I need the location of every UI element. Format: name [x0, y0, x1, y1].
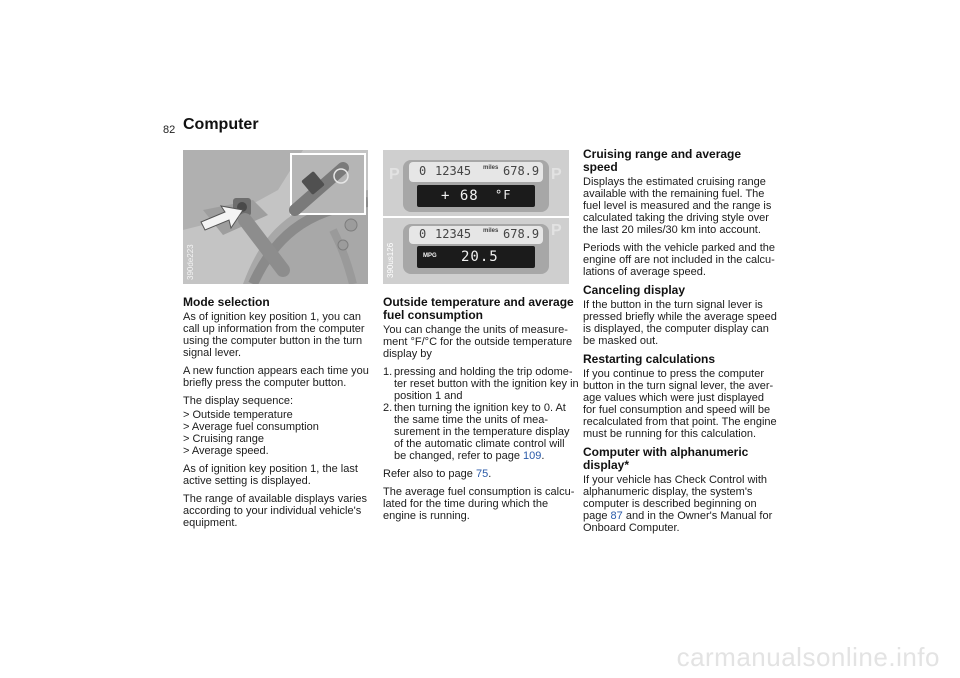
mode-selection-paragraph-2: A new function appears each time you briefly press the computer button. — [183, 365, 369, 389]
outside-temperature-heading: Outside temperature and average fuel consumption — [383, 295, 574, 322]
temperature-value: + 68 — [441, 188, 479, 204]
canceling-display-heading: Canceling display — [583, 283, 686, 297]
mpg-value: 20.5 — [461, 249, 499, 265]
punctuation: . — [488, 468, 492, 480]
mode-selection-paragraph-1: As of ignition key position 1, you can call up information from the computer using the computer button in the turn signal lever. — [183, 311, 365, 359]
list-number: 1. — [383, 366, 393, 378]
outside-temperature-paragraph-1: You can change the units of measure-ment °F/°C for the outside temperature display by — [383, 324, 573, 360]
mode-selection-paragraph-3: The display sequence: — [183, 395, 294, 407]
mode-selection-section — [183, 296, 379, 535]
list-item — [383, 366, 579, 402]
page-link-87[interactable]: 87 — [610, 510, 623, 522]
temperature-unit: °F — [495, 188, 512, 202]
list-item: > Outside temperature — [183, 409, 293, 421]
odometer-middle-value: 12345 — [435, 164, 472, 178]
figure-code-1: 390de223 — [186, 244, 195, 280]
list-item: > Average fuel consumption — [183, 421, 319, 433]
list-item — [383, 402, 579, 462]
list-item: > Cruising range — [183, 433, 265, 445]
figure-code-2: 390us126 — [386, 242, 395, 278]
cruising-range-heading: Cruising range and average speed — [583, 147, 742, 174]
instrument-display-figure — [383, 150, 569, 284]
list-number: 2. — [383, 402, 393, 414]
refer-paragraph — [383, 468, 579, 480]
odometer-display-top — [419, 164, 539, 180]
fuel-consumption-paragraph: The average fuel consumption is calcu-lated for the time during which the engine is running. — [383, 486, 575, 522]
fuel-consumption-display — [417, 246, 535, 268]
outside-temperature-section — [383, 296, 579, 528]
refer-text: Refer also to page — [383, 468, 473, 480]
page-link-109[interactable]: 109 — [523, 450, 542, 462]
cruising-range-paragraph-2: Periods with the vehicle parked and the engine off are not included in the calcu-lations of average speed. — [583, 242, 776, 278]
odometer-middle-value-2: 12345 — [435, 227, 472, 241]
trip-value: 678.9 — [503, 164, 540, 178]
odometer-display-bottom — [419, 227, 539, 243]
turn-signal-lever-illustration — [183, 150, 368, 284]
odometer-left-value: 0 — [419, 164, 427, 178]
temperature-display — [417, 185, 535, 207]
restarting-calculations-paragraph: If you continue to press the computer button in the turn signal lever, the aver-age values which were just displayed for fuel consumption and speed will be recalculated from that point. The engine must be running for this calculation. — [583, 368, 777, 440]
mode-selection-paragraph-5: The range of available displays varies according to your individual vehicle's equipment. — [183, 493, 368, 529]
alphanumeric-text: If your vehicle has Check Control with alphanumeric display, the system's computer is described beginning on page — [583, 474, 768, 522]
alphanumeric-text-end: and in the Owner's Manual for Onboard Computer. — [583, 510, 773, 534]
gear-letter-p-right: P — [551, 166, 562, 183]
mpg-label: MPG — [423, 253, 437, 259]
list-item: > Average speed. — [183, 445, 269, 457]
list-item-text: pressing and holding the trip odome-ter reset button with the ignition key in position 1 and — [394, 366, 579, 402]
watermark: carmanualsonline.info — [676, 642, 940, 672]
gear-letter-p-right-lower: P — [551, 222, 562, 239]
page-number: 82 — [163, 124, 176, 136]
cruising-range-section — [583, 148, 779, 540]
cruising-range-paragraph-1: Displays the estimated cruising range available with the remaining fuel. The fuel level is measured and the range is calculated taking the driving style over the last 20 miles/30 km into account. — [583, 176, 772, 236]
alphanumeric-computer-heading: Computer with alphanumeric display* — [583, 445, 749, 472]
odometer-left-value-2: 0 — [419, 227, 427, 241]
restarting-calculations-heading: Restarting calculations — [583, 352, 716, 366]
gear-letter-p-top: P — [389, 166, 400, 183]
trip-value-2: 678.9 — [503, 227, 540, 241]
odometer-unit-2: miles — [483, 228, 499, 234]
mode-selection-paragraph-4: As of ignition key position 1, the last active setting is displayed. — [183, 463, 358, 487]
page-link-75[interactable]: 75 — [475, 468, 489, 480]
punctuation: . — [541, 450, 545, 462]
canceling-display-paragraph: If the button in the turn signal lever is pressed briefly while the average speed is displayed, the computer display can be masked out. — [583, 299, 777, 347]
odometer-unit: miles — [483, 165, 499, 171]
page-title: Computer — [183, 116, 259, 133]
list-item-text: then turning the ignition key to 0. At the same time the units of mea-surement in the temperature display of the automatic climate control will be changed, refer to page — [394, 402, 570, 462]
mode-selection-heading: Mode selection — [183, 295, 270, 309]
display-sequence-list — [183, 409, 379, 457]
alphanumeric-computer-paragraph — [583, 474, 779, 534]
turn-signal-lever-figure — [183, 150, 368, 284]
